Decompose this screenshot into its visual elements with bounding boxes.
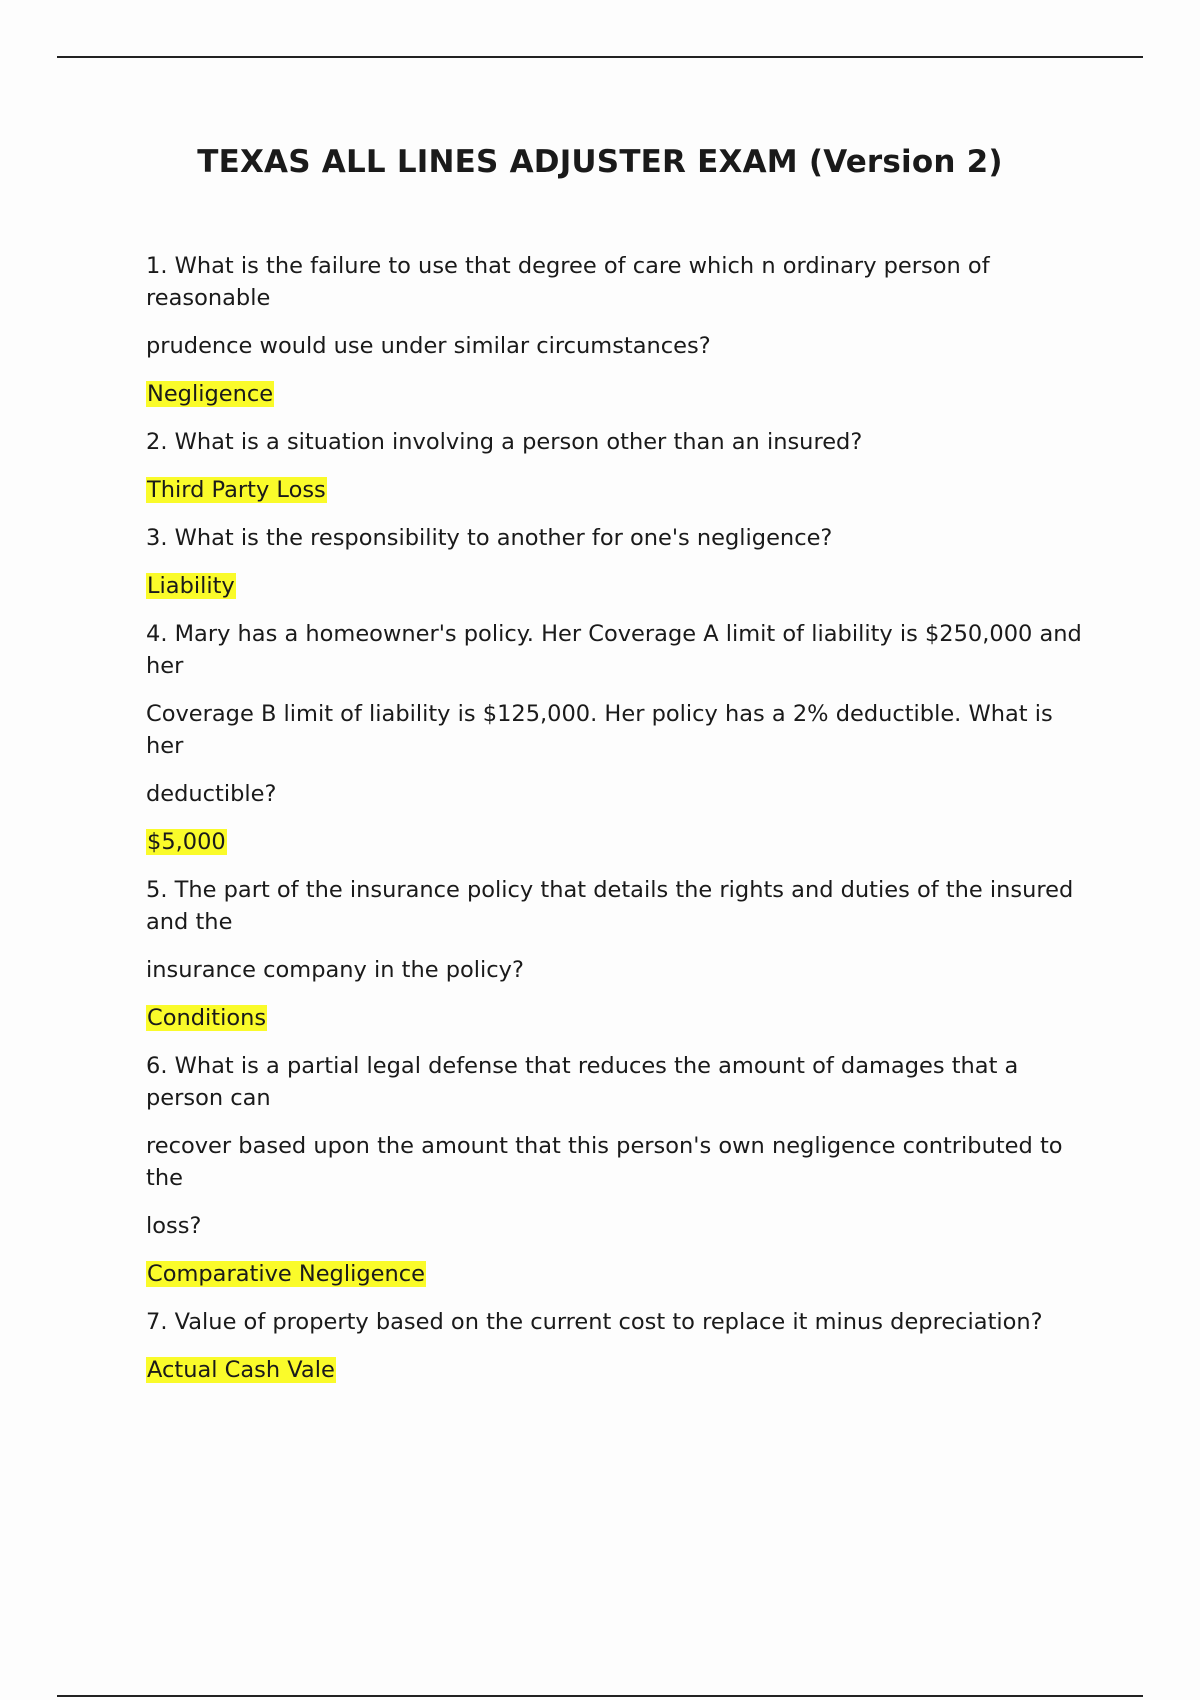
answer-highlight [146, 1354, 1096, 1386]
question-text: prudence would use under similar circumstances? [146, 333, 711, 359]
answer-highlight [146, 1002, 1096, 1034]
answer-text: Third Party Loss [147, 477, 326, 503]
question-2 [146, 426, 1096, 506]
question-text: insurance company in the policy? [146, 957, 524, 983]
question-3 [146, 522, 1096, 602]
question-text: 4. Mary has a homeowner's policy. Her Coverage A limit of liability is $250,000 and her [146, 621, 1082, 679]
question-text: 5. The part of the insurance policy that details the rights and duties of the insured and the [146, 877, 1074, 935]
question-list [146, 250, 1096, 1402]
answer-text: Conditions [147, 1005, 267, 1031]
answer-highlight [146, 378, 1096, 410]
bottom-rule [57, 1695, 1143, 1697]
answer-highlight [146, 570, 1096, 602]
answer-highlight [146, 1258, 1096, 1290]
answer-text: $5,000 [147, 829, 226, 855]
answer-text: Liability [147, 573, 235, 599]
question-text: 2. What is a situation involving a person other than an insured? [146, 429, 863, 455]
question-text: deductible? [146, 781, 277, 807]
question-text: 1. What is the failure to use that degree of care which n ordinary person of reasonable [146, 253, 990, 311]
top-rule [57, 56, 1143, 58]
answer-text: Negligence [147, 381, 274, 407]
question-7 [146, 1306, 1096, 1386]
answer-highlight [146, 826, 1096, 858]
question-text: loss? [146, 1213, 202, 1239]
answer-highlight [146, 474, 1096, 506]
question-text: 6. What is a partial legal defense that reduces the amount of damages that a person can [146, 1053, 1019, 1111]
answer-text: Comparative Negligence [147, 1261, 425, 1287]
question-text: 3. What is the responsibility to another for one's negligence? [146, 525, 833, 551]
question-text: Coverage B limit of liability is $125,000. Her policy has a 2% deductible. What is her [146, 701, 1053, 759]
question-1 [146, 250, 1096, 410]
answer-text: Actual Cash Vale [147, 1357, 335, 1383]
question-6 [146, 1050, 1096, 1290]
document-title: TEXAS ALL LINES ADJUSTER EXAM (Version 2) [197, 144, 1003, 180]
question-text: 7. Value of property based on the current cost to replace it minus depreciation? [146, 1309, 1043, 1335]
question-4 [146, 618, 1096, 858]
question-text: recover based upon the amount that this person's own negligence contributed to the [146, 1133, 1063, 1191]
question-5 [146, 874, 1096, 1034]
